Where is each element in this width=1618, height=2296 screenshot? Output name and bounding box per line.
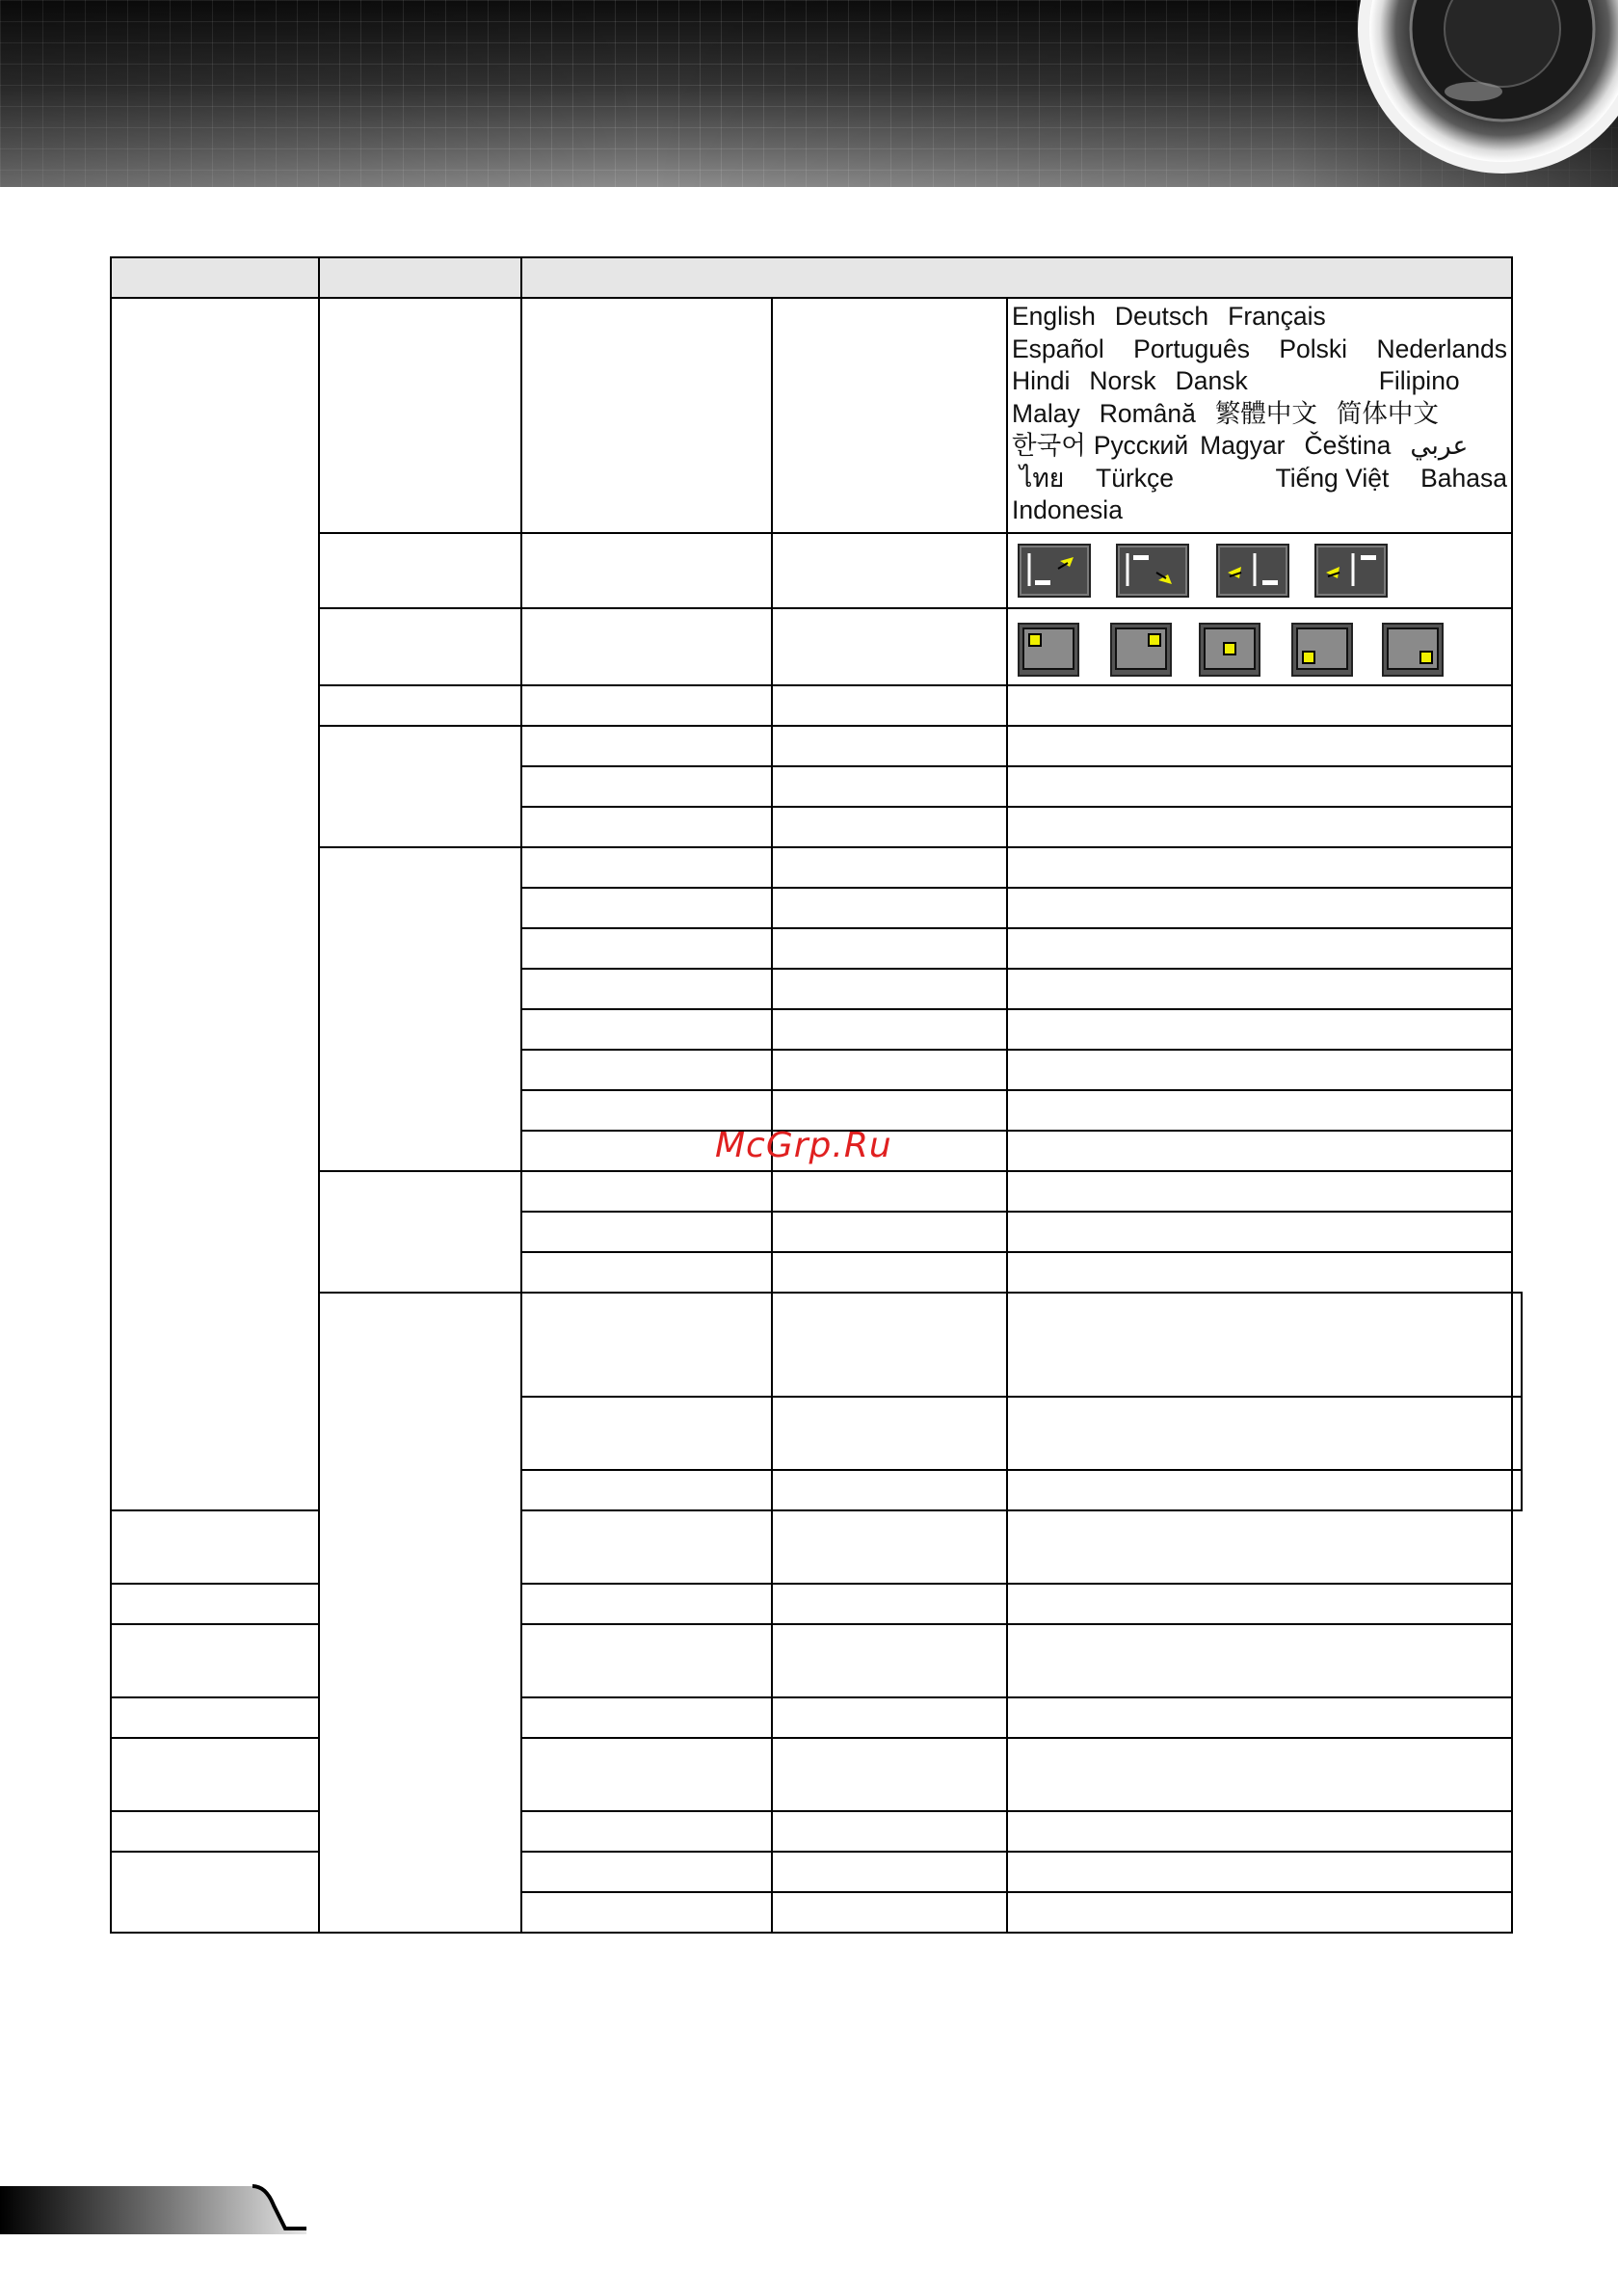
table-cell (521, 1738, 772, 1811)
table-cell (772, 1510, 1007, 1584)
table-cell (1007, 766, 1512, 807)
table-cell (1007, 1738, 1512, 1811)
table-cell (772, 1584, 1007, 1624)
table-cell (1007, 1470, 1512, 1510)
table-cell (521, 685, 772, 726)
table-cell (521, 608, 772, 685)
table-cell (521, 726, 772, 766)
language-line (1012, 334, 1507, 366)
header-cell-main-menu (111, 257, 319, 298)
language-option[interactable]: Tiếng Việt (1275, 463, 1390, 493)
table-cell (772, 1050, 1007, 1090)
table-cell (772, 928, 1007, 969)
centre-icon[interactable] (1199, 623, 1260, 677)
table-cell (521, 1811, 772, 1852)
table-cell (1007, 969, 1512, 1009)
table-cell (1512, 1293, 1522, 1397)
section-cell-setup (111, 298, 319, 1510)
language-options-cell (1007, 298, 1512, 533)
table-cell (521, 1697, 772, 1738)
table-cell (1512, 1397, 1522, 1470)
table-cell (521, 888, 772, 928)
table-cell (772, 847, 1007, 888)
language-option[interactable]: Filipino (1378, 366, 1460, 395)
table-cell (521, 298, 772, 533)
rear-desktop-icon[interactable] (1216, 544, 1289, 598)
language-option[interactable]: 简体中文 (1336, 398, 1439, 429)
table-cell (772, 1252, 1007, 1293)
table-cell (319, 685, 521, 726)
table-cell (1007, 1811, 1512, 1852)
table-cell (319, 608, 521, 685)
table-cell (1007, 888, 1512, 928)
table-cell (772, 1811, 1007, 1852)
language-option[interactable]: Română (1099, 398, 1196, 428)
header-cell-sub-menu (319, 257, 521, 298)
table-cell (111, 1852, 319, 1933)
language-line (1012, 430, 1507, 463)
page-header-band (0, 0, 1618, 187)
table-cell (521, 1212, 772, 1252)
table-cell (772, 807, 1007, 847)
table-row (111, 685, 1522, 726)
table-row (111, 1293, 1522, 1397)
projector-lens-icon (1358, 0, 1618, 174)
table-cell (772, 608, 1007, 685)
language-option[interactable]: Español (1012, 334, 1104, 363)
table-cell (1007, 1009, 1512, 1050)
language-option[interactable]: Deutsch (1114, 302, 1209, 331)
language-option[interactable]: Türkçe (1096, 463, 1175, 493)
header-cell-settings (521, 257, 1512, 298)
table-cell (1007, 847, 1512, 888)
table-cell (521, 1470, 772, 1510)
language-option[interactable]: ไทย (1020, 463, 1065, 494)
table-cell (772, 685, 1007, 726)
language-line (1012, 301, 1507, 334)
table-cell (521, 1510, 772, 1584)
table-cell (1007, 1293, 1512, 1397)
bottom-left-icon[interactable] (1291, 623, 1353, 677)
language-option[interactable]: Bahasa (1420, 463, 1507, 493)
table-cell (521, 928, 772, 969)
table-row (111, 726, 1522, 766)
table-cell (319, 533, 521, 608)
top-left-icon[interactable] (1018, 623, 1079, 677)
table-cell (521, 1892, 772, 1933)
language-line (1012, 398, 1507, 431)
top-right-icon[interactable] (1110, 623, 1172, 677)
osd-menu-table (110, 256, 1523, 1934)
table-row (111, 608, 1522, 685)
table-cell (1007, 685, 1512, 726)
language-option[interactable]: 繁體中文 (1214, 398, 1317, 429)
table-cell (1007, 928, 1512, 969)
section-cell-options (319, 1293, 521, 1933)
language-option[interactable]: Polski (1279, 334, 1348, 363)
front-desktop-icon[interactable] (1018, 544, 1091, 598)
table-cell (772, 1624, 1007, 1697)
table-cell (772, 1171, 1007, 1212)
language-option[interactable]: Magyar (1200, 431, 1286, 460)
table-cell (772, 1397, 1007, 1470)
table-cell (111, 1624, 319, 1697)
table-cell (772, 766, 1007, 807)
table-cell (1007, 1892, 1512, 1933)
table-cell (772, 1090, 1007, 1131)
language-option[interactable]: Русский (1093, 431, 1189, 460)
page-footer-tab (0, 2180, 306, 2238)
table-row (111, 533, 1522, 608)
table-cell (772, 533, 1007, 608)
language-option[interactable]: English (1012, 302, 1096, 331)
language-option[interactable]: 한국어 (1012, 431, 1086, 461)
table-cell (1007, 1252, 1512, 1293)
table-cell (772, 1738, 1007, 1811)
table-cell (772, 1470, 1007, 1510)
table-cell (1007, 1852, 1512, 1892)
language-line (1012, 494, 1507, 527)
table-cell (111, 1697, 319, 1738)
menu-location-icons-cell (1007, 608, 1512, 685)
table-cell (521, 1090, 772, 1131)
language-option[interactable]: Français (1228, 302, 1326, 331)
table-cell (1007, 1397, 1512, 1470)
table-cell (521, 1293, 772, 1397)
language-option[interactable]: Indonesia (1012, 495, 1123, 524)
table-cell (1007, 1624, 1512, 1697)
table-cell (319, 847, 521, 1171)
bottom-right-icon[interactable] (1382, 623, 1444, 677)
table-row (111, 847, 1522, 888)
table-cell (1007, 726, 1512, 766)
table-row (111, 1171, 1522, 1212)
table-cell (1007, 807, 1512, 847)
language-option[interactable]: Português (1133, 334, 1250, 363)
table-cell (772, 726, 1007, 766)
table-cell (521, 533, 772, 608)
table-cell (521, 1852, 772, 1892)
table-cell (521, 969, 772, 1009)
table-cell (319, 298, 521, 533)
table-cell (1007, 1697, 1512, 1738)
table-cell (1007, 1131, 1512, 1171)
language-line (1012, 365, 1507, 398)
table-cell (521, 1252, 772, 1293)
language-line (1012, 463, 1507, 495)
table-cell (521, 1624, 772, 1697)
language-option[interactable]: عربي (1410, 431, 1469, 461)
table-cell (111, 1738, 319, 1811)
table-cell (1007, 1171, 1512, 1212)
language-option-blank (1206, 463, 1244, 495)
table-cell (1512, 1470, 1522, 1510)
table-cell (111, 1811, 319, 1852)
table-cell (772, 1892, 1007, 1933)
table-cell (772, 298, 1007, 533)
table-cell (772, 969, 1007, 1009)
table-cell (772, 1212, 1007, 1252)
table-cell (521, 766, 772, 807)
table-cell (111, 1510, 319, 1584)
language-option[interactable]: Malay (1012, 398, 1080, 428)
language-option-blank (1267, 365, 1360, 398)
table-cell (772, 888, 1007, 928)
language-option[interactable]: Hindi (1012, 366, 1071, 395)
table-header-row (111, 257, 1522, 298)
table-cell (1007, 1050, 1512, 1090)
table-cell (772, 1852, 1007, 1892)
rear-ceiling-icon[interactable] (1314, 544, 1388, 598)
table-cell (521, 847, 772, 888)
table-cell (1007, 1090, 1512, 1131)
table-cell (319, 726, 521, 847)
language-option[interactable]: Nederlands (1376, 334, 1507, 363)
table-cell (521, 1584, 772, 1624)
table-cell (1007, 1212, 1512, 1252)
watermark-text: McGrp.Ru (715, 1126, 892, 1165)
table-cell (521, 807, 772, 847)
table-row (111, 298, 1522, 533)
table-cell (521, 1009, 772, 1050)
table-cell (1007, 1584, 1512, 1624)
language-option[interactable]: Dansk (1175, 366, 1248, 395)
table-cell (319, 1171, 521, 1293)
table-cell (1007, 1510, 1512, 1584)
language-option[interactable]: Norsk (1089, 366, 1156, 395)
projection-icons-cell (1007, 533, 1512, 608)
table-cell (772, 1293, 1007, 1397)
table-cell (521, 1171, 772, 1212)
front-ceiling-icon[interactable] (1116, 544, 1189, 598)
language-option[interactable]: Čeština (1304, 431, 1392, 460)
table-cell (111, 1584, 319, 1624)
table-cell (521, 1050, 772, 1090)
table-cell (772, 1009, 1007, 1050)
table-cell (772, 1697, 1007, 1738)
table-cell (521, 1397, 772, 1470)
